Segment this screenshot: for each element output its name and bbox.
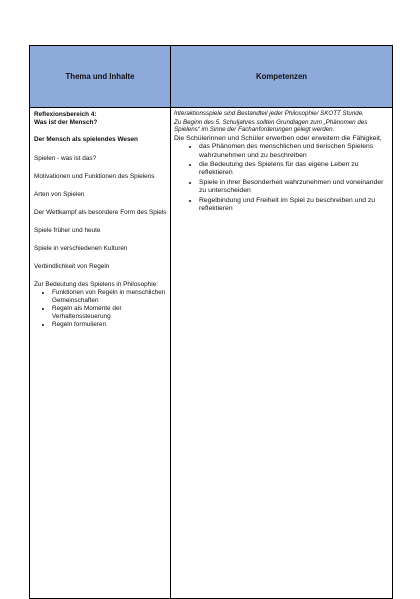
note-italic: Interaktionsspiele sind Bestandteil jeder Philosophie/ SKOTT Stunde. (174, 110, 364, 117)
topic-bullet-list (34, 289, 167, 329)
header-row (30, 46, 393, 108)
section-question: Was ist der Mensch? (34, 119, 98, 126)
topic-item: Spiele früher und heute (34, 227, 101, 234)
topic-item: Der Wettkampf als besondere Form des Spiels (34, 209, 167, 216)
curriculum-table (29, 45, 393, 599)
competency-intro: Die Schülerinnen und Schüler erwerben oder erweitern die Fähigkeit, (174, 134, 382, 142)
section-title: Reflexionsbereich 4: (34, 111, 97, 118)
list-item: • Spiele in ihrer Besonderheit wahrzunehmen und voneinander zu unterscheiden (199, 179, 389, 196)
topics-cell (30, 108, 171, 599)
header-topics: Thema und Inhalte (30, 46, 171, 108)
topic-item: Verbindlichkeit von Regeln (34, 263, 110, 270)
list-item: • Regeln als Momente der Verhaltenssteuerung (52, 305, 167, 321)
topic-item: Arten von Spielen (34, 191, 85, 198)
note-italic-2: Zu Beginn des 5. Schuljahres sollten Grundlagen zum „Phänomen des Spielens“ im Sinne der Fachanforderungen gelegt werden. (174, 118, 368, 134)
list-item: • Regeln formulieren (52, 321, 167, 329)
list-item: • das Phänomen des menschlichen und tierischen Spielens wahrzunehmen und zu beschreiben (199, 143, 389, 160)
topic-item: Spiele in verschiedenen Kulturen (34, 245, 128, 252)
competency-list (174, 143, 389, 213)
list-item: • Regelbindung und Freiheit im Spiel zu beschreiben und zu reflektieren (199, 197, 389, 214)
header-competencies: Kompetenzen (171, 46, 393, 108)
list-item: • die Bedeutung des Spielens für das eigene Leben zu reflektieren (199, 161, 389, 178)
competencies-cell (171, 108, 393, 599)
topic-item: Spielen - was ist das? (34, 155, 97, 162)
topic-heading: Zur Bedeutung des Spielens in Philosophie: (34, 281, 158, 288)
list-item: • Funktionen von Regeln in menschlichen Gemeinschaften (52, 289, 167, 305)
content-row (30, 108, 393, 599)
topic-item: Motivationen und Funktionen des Spielens (34, 173, 155, 180)
section-subtitle: Der Mensch als spielendes Wesen (34, 136, 138, 143)
